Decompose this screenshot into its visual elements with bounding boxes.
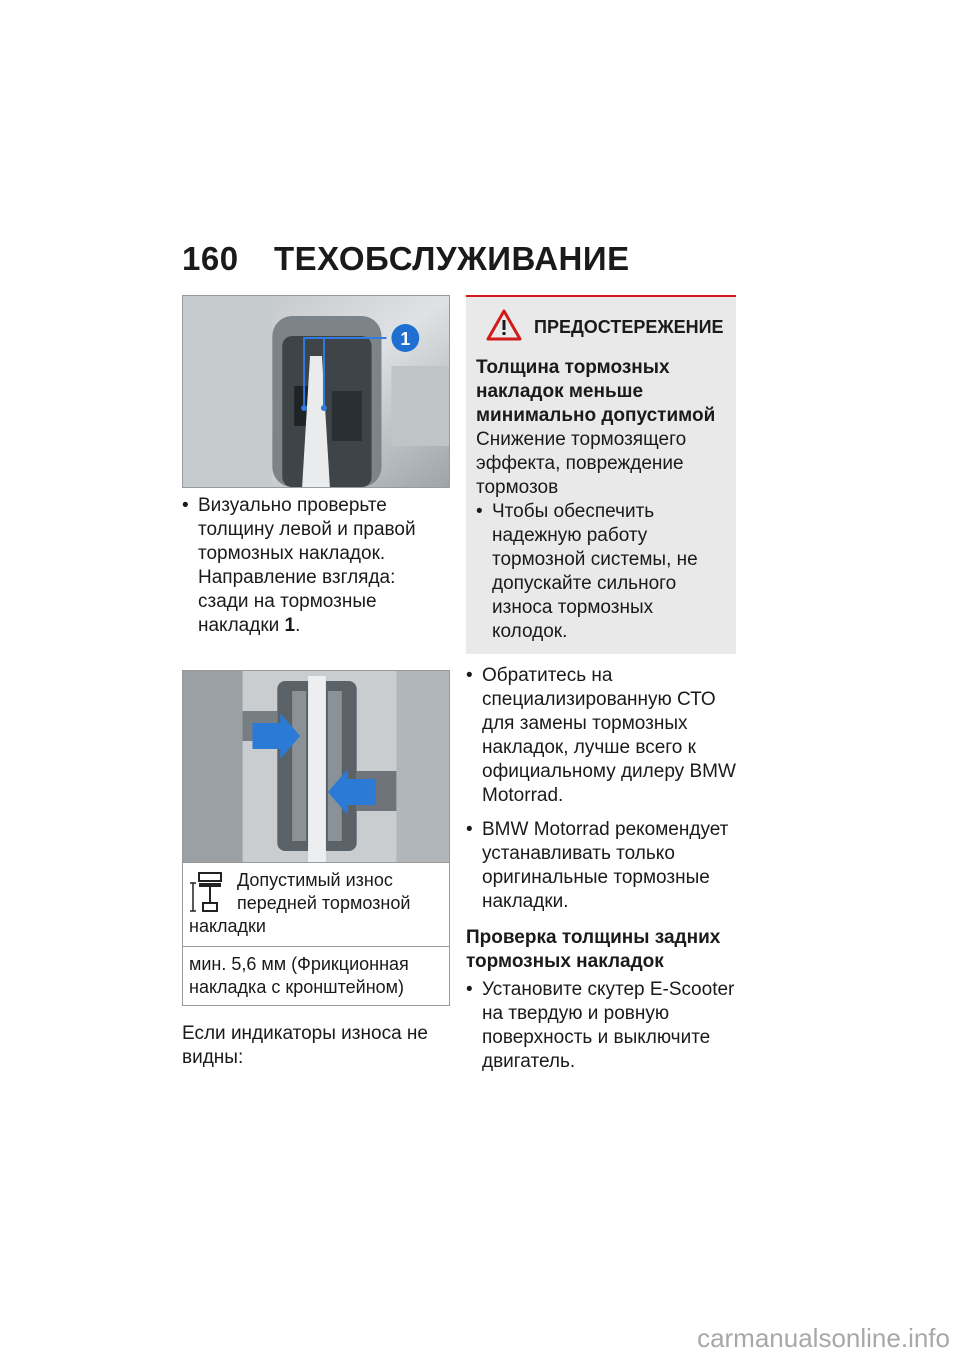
brake-pad-rear-view-image [182,295,450,488]
page-header [182,240,630,278]
section-title: ТЕХОБСЛУЖИВАНИЕ [274,240,630,277]
watermark: carmanualsonline.info [697,1323,950,1353]
warning-header [486,309,726,346]
warning-box [466,295,736,654]
bullet-original-parts: • BMW Motorrad рекомендует устанавливать только оригинальные тормозные накладки. [466,818,736,914]
right-column [466,295,736,1074]
page-number: 160 [182,240,239,277]
spec-label-row [183,863,449,947]
warning-bullet: • Чтобы обеспечить надежную работу тормозной системы, не допускайте сильного износа тормозных колодок. [476,500,726,644]
warning-title: Толщина тормозных накладок меньше минимально допустимой [476,357,716,426]
brake-pad-side-view-image [182,670,450,863]
warning-label: ПРЕДОСТЕРЕЖЕНИЕ [534,317,724,337]
wear-indicator-note: Если индикаторы износа не видны: [182,1023,428,1068]
spec-label: Допустимый износ передней тормозной накладки [189,870,411,936]
bullet-service-center: • Обратитесь на специализированную СТО для замены тормозных накладок, лучше всего к официальному дилеру BMW Motorrad. [466,664,736,808]
bullet-visual-check [182,494,450,638]
brake-pad-wear-icon [189,869,229,913]
callout-1: 1 [400,328,411,350]
warning-text: Снижение тормозящего эффекта, повреждение тормозов [476,429,687,498]
section-subheading: Проверка толщины задних тормозных накладок [466,927,721,972]
bullet-place-scooter: • Установите скутер E-Scooter на твердую и ровную поверхность и выключите двигатель. [466,978,736,1074]
warning-triangle-icon [486,309,522,346]
wear-spec-table [182,863,450,1006]
bullet-end: . [295,615,301,636]
spec-value: мин. 5,6 мм (Фрикционная накладка с кронштейном) [189,954,409,997]
reference-number: 1 [284,615,296,636]
left-column [182,295,450,1070]
bullet-text: Визуально проверьте толщину левой и правой тормозных накладок. Направление взгляда: сзади на тормозные накладки [198,495,416,636]
